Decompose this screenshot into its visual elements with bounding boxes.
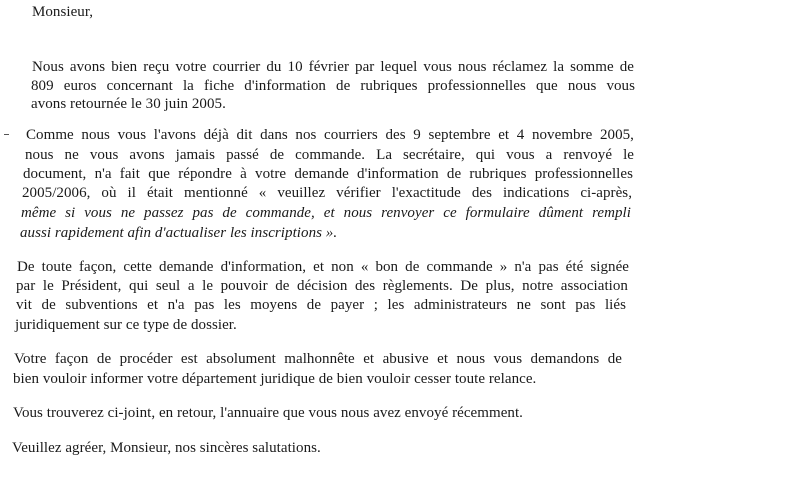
text-line: 809 euros concernant la fiche d'information de rubriques professionnelles que nous vous <box>31 78 635 94</box>
text-line: Nous avons bien reçu votre courrier du 10 février par lequel vous nous réclamez la somme de <box>32 59 634 75</box>
text-line: 2005/2006, où il était mentionné « veuillez vérifier l'exactitude des indications ci-après, <box>22 185 632 201</box>
text-line: juridiquement sur ce type de dossier. <box>15 317 237 333</box>
text-line: bien vouloir informer votre département juridique de bien vouloir cesser toute relance. <box>13 371 537 387</box>
text-line: Comme nous vous l'avons déjà dit dans nos courriers des 9 septembre et 4 novembre 2005, <box>26 127 634 143</box>
closing-formula: Veuillez agréer, Monsieur, nos sincères salutations. <box>12 440 321 456</box>
text-line: par le Président, qui seul a le pouvoir de décision des règlements. De plus, notre association <box>16 278 628 294</box>
paragraph-enclosure: Vous trouverez ci-joint, en retour, l'annuaire que vous nous avez envoyé récemment. <box>13 405 523 421</box>
quoted-text-line: aussi rapidement afin d'actualiser les inscriptions ». <box>20 225 338 241</box>
text-line: vit de subventions et n'a pas les moyens de payer ; les administrateurs ne sont pas liés <box>16 297 626 313</box>
text-line: Votre façon de procéder est absolument malhonnête et abusive et nous vous demandons de <box>14 351 622 367</box>
salutation: Monsieur, <box>32 4 94 20</box>
text-line: nous ne vous avons jamais passé de commande. La secrétaire, qui vous a renvoyé le <box>25 147 634 163</box>
text-line: document, n'a fait que répondre à votre demande d'information de rubriques professionnelles <box>23 166 633 182</box>
text-line: De toute façon, cette demande d'information, et non « bon de commande » n'a pas été signée <box>17 259 629 275</box>
margin-mark <box>4 134 9 135</box>
quoted-text-line: même si vous ne passez pas de commande, et nous renvoyer ce formulaire dûment rempli <box>21 205 631 221</box>
text-line: avons retournée le 30 juin 2005. <box>31 96 226 112</box>
